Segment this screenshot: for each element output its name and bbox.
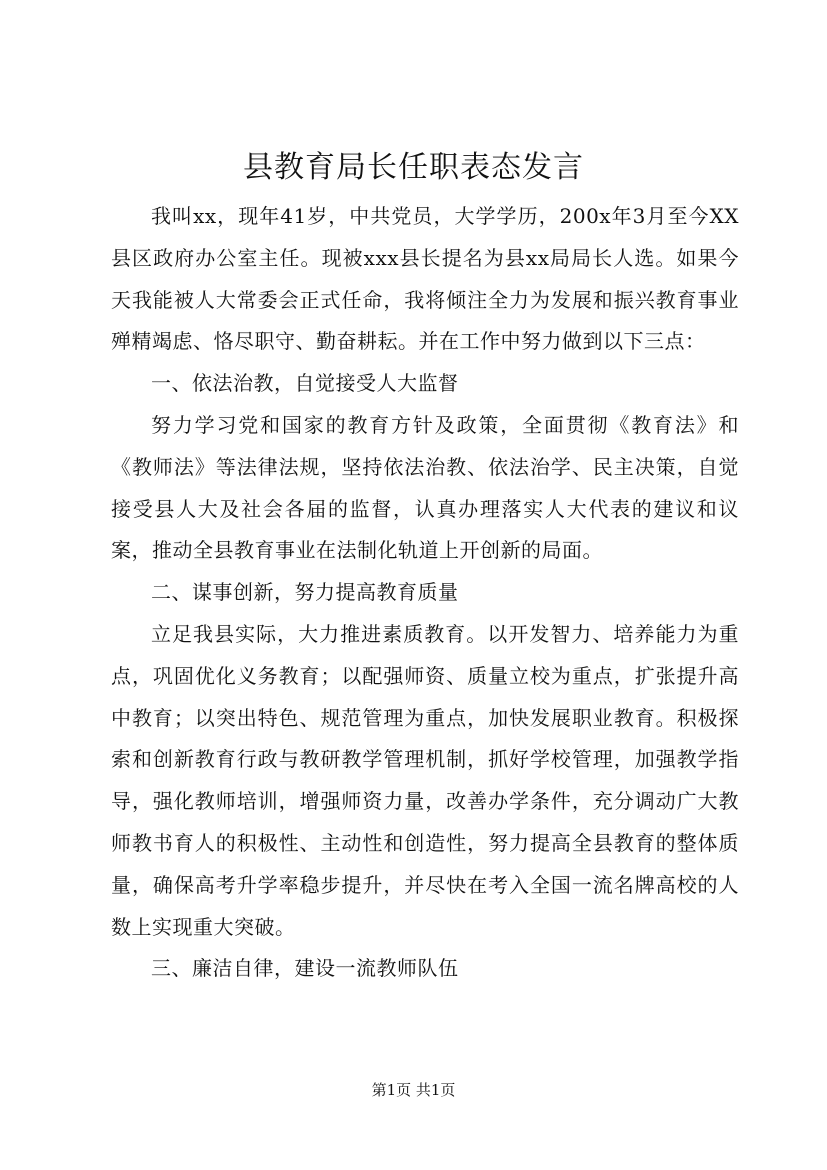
document-body: [111, 196, 739, 990]
document-title: 县教育局长任职表态发言: [243, 150, 584, 185]
section-heading-3: 三、廉洁自律，建设一流教师队伍: [151, 956, 459, 981]
paragraph-section-1: 努力学习党和国家的教育方针及政策，全面贯彻《教育法》和《教师法》等法律法规，坚持依法治教、依法治学、民主决策，自觉接受县人大及社会各届的监督，认真办理落实人大代表的建议和议案，推动全县教育事业在法制化轨道上开创新的局面。: [111, 412, 739, 563]
paragraph-intro: 我叫xx，现年41岁，中共党员，大学学历，200x年3月至今XX县区政府办公室主任。现被xxx县长提名为县xx局局长人选。如果今天我能被人大常委会正式任命，我将倾注全力为发展和振兴教育事业殚精竭虑、恪尽职守、勤奋耕耘。并在工作中努力做到以下三点：: [111, 204, 739, 354]
section-heading-2: 二、谋事创新，努力提高教育质量: [151, 580, 459, 605]
paragraph-section-2: 立足我县实际，大力推进素质教育。以开发智力、培养能力为重点，巩固优化义务教育；以配强师资、质量立校为重点，扩张提升高中教育；以突出特色、规范管理为重点，加快发展职业教育。积极探索和创新教育行政与教研教学管理机制，抓好学校管理，加强教学指导，强化教师培训，增强师资力量，改善办学条件，充分调动广大教师教书育人的积极性、主动性和创造性，努力提高全县教育的整体质量，确保高考升学率稳步提升，并尽快在考入全国一流名牌高校的人数上实现重大突破。: [111, 621, 739, 939]
section-heading-1: 一、依法治教，自觉接受人大监督: [151, 371, 459, 396]
page-footer: 第1页 共1页: [371, 1081, 456, 1099]
